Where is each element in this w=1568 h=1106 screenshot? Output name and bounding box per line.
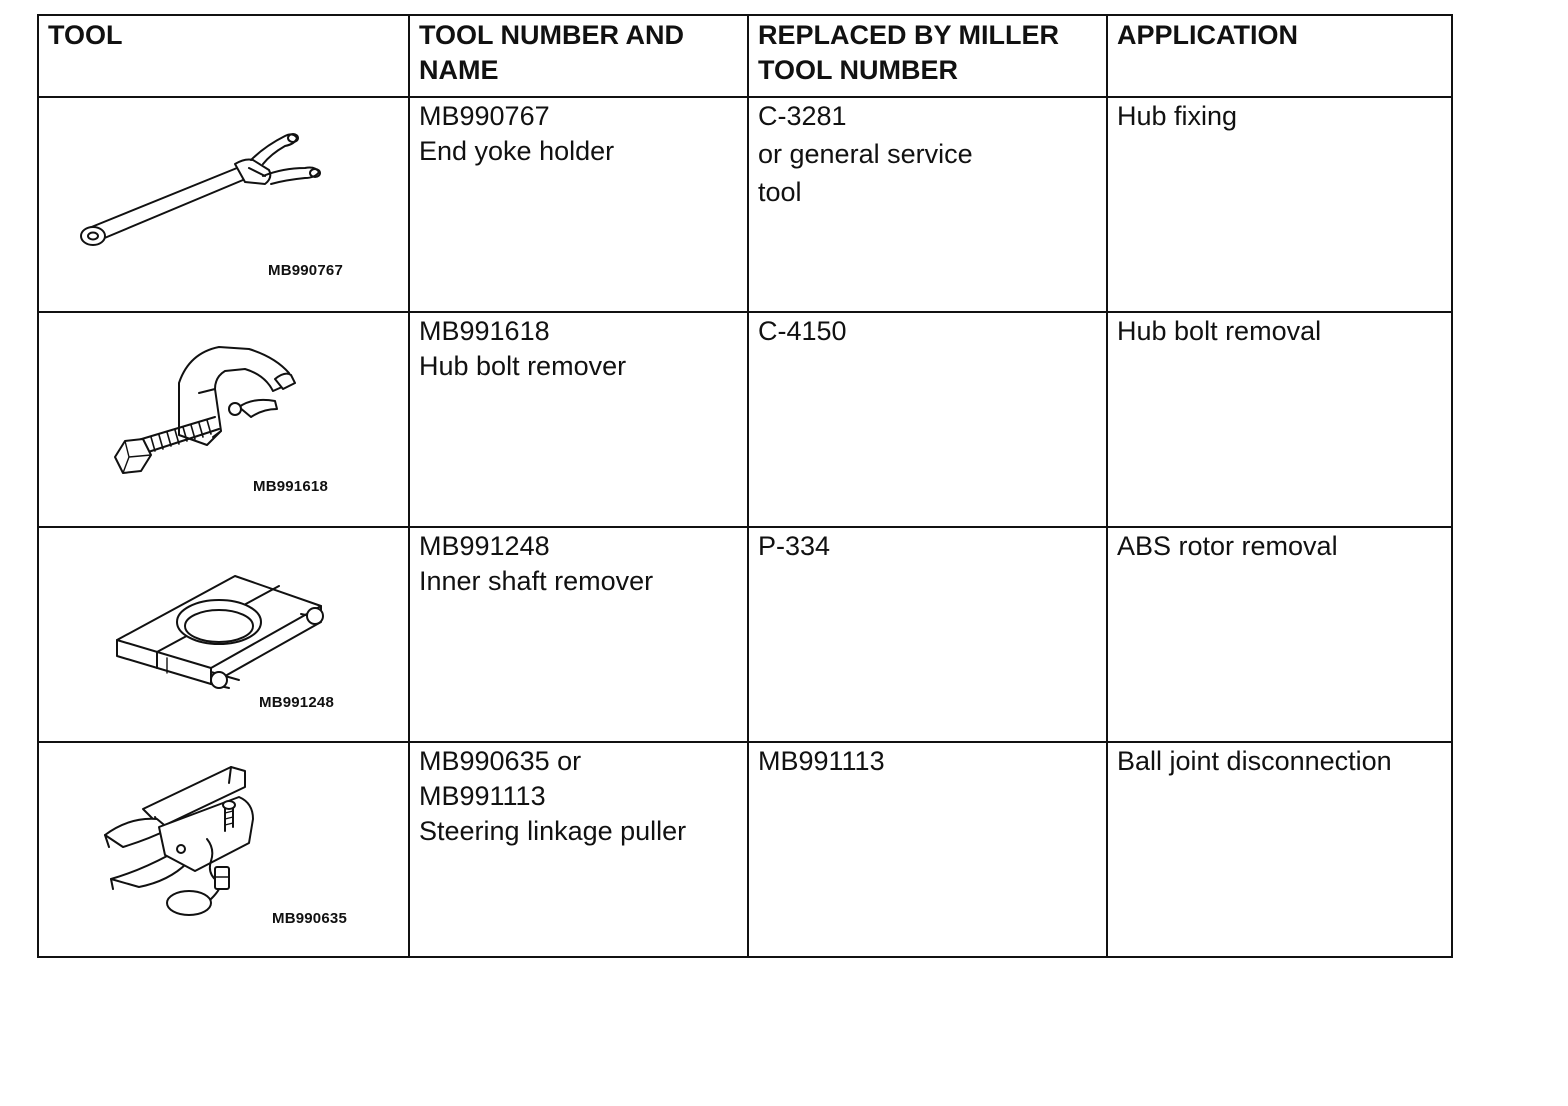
tool-number-cell <box>409 97 748 312</box>
miller-number: C-3281 <box>758 101 847 131</box>
tool-image-cell <box>38 742 409 957</box>
tool-number: MB991618 <box>419 316 550 346</box>
tool-number: MB990767 <box>419 101 550 131</box>
miller-number: MB991113 <box>758 746 885 776</box>
tool-name: Steering linkage puller <box>419 816 687 846</box>
tool-image-cell <box>38 312 409 527</box>
header-application: APPLICATION <box>1107 15 1452 97</box>
miller-number: C-4150 <box>758 316 847 346</box>
tool-name: Hub bolt remover <box>419 351 627 381</box>
header-miller: REPLACED BY MILLER TOOL NUMBER <box>748 15 1107 97</box>
tool-caption: MB990767 <box>268 262 343 279</box>
application-text: ABS rotor removal <box>1117 531 1338 561</box>
table-row <box>38 527 1452 742</box>
tool-caption: MB991248 <box>259 694 334 711</box>
tool-number-cell <box>409 527 748 742</box>
application-text: Hub fixing <box>1117 101 1238 131</box>
application-cell <box>1107 97 1452 312</box>
table-row <box>38 312 1452 527</box>
application-cell <box>1107 742 1452 957</box>
tool-name: End yoke holder <box>419 136 615 166</box>
tool-caption: MB991618 <box>253 478 328 495</box>
tool-number: MB991248 <box>419 531 550 561</box>
tool-number: MB990635 or <box>419 746 582 776</box>
tool-caption: MB990635 <box>272 910 347 927</box>
application-cell <box>1107 312 1452 527</box>
hub-bolt-remover-drawing <box>39 313 408 525</box>
header-tool: TOOL <box>38 15 409 97</box>
application-cell <box>1107 527 1452 742</box>
tool-name: Inner shaft remover <box>419 566 654 596</box>
miller-note: or general service <box>758 139 973 169</box>
special-tools-table <box>37 14 1453 958</box>
end-yoke-holder-drawing <box>39 98 408 310</box>
miller-cell <box>748 312 1107 527</box>
miller-cell <box>748 527 1107 742</box>
steering-linkage-puller-drawing <box>39 743 408 955</box>
miller-cell <box>748 742 1107 957</box>
tool-number-cell <box>409 312 748 527</box>
tool-number-cell <box>409 742 748 957</box>
miller-note: tool <box>758 177 802 207</box>
tool-image-cell <box>38 97 409 312</box>
application-text: Hub bolt removal <box>1117 316 1322 346</box>
miller-number: P-334 <box>758 531 831 561</box>
header-tool-number: TOOL NUMBER AND NAME <box>409 15 748 97</box>
table-row <box>38 742 1452 957</box>
inner-shaft-remover-drawing <box>39 528 408 740</box>
miller-cell <box>748 97 1107 312</box>
table-header-row <box>38 15 1452 97</box>
application-text: Ball joint disconnection <box>1117 746 1392 776</box>
table-row <box>38 97 1452 312</box>
tool-image-cell <box>38 527 409 742</box>
tool-number-alt: MB991113 <box>419 781 546 811</box>
